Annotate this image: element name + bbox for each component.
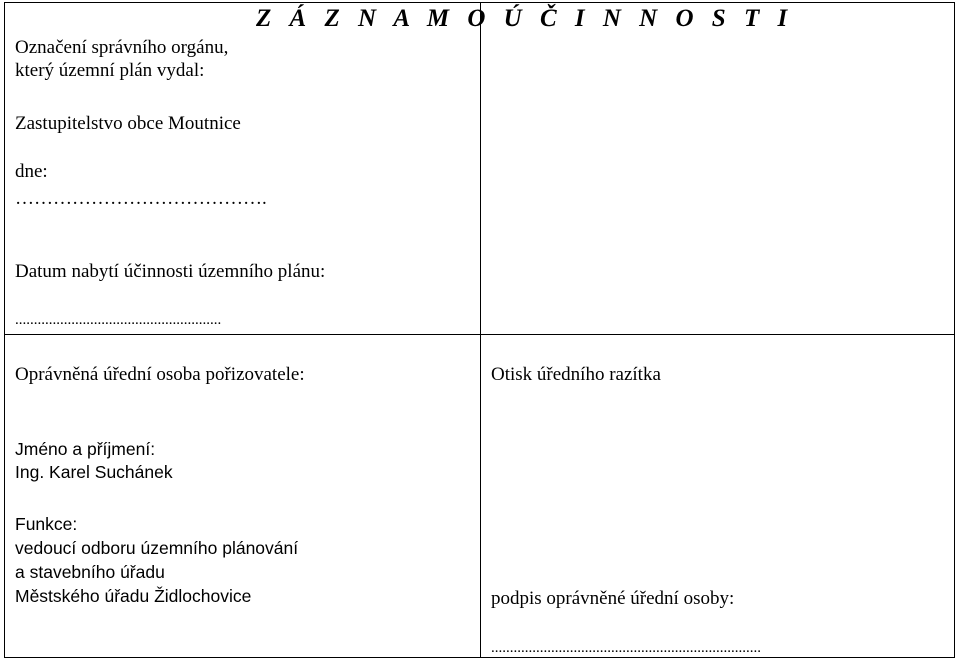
name-label: Jméno a příjmení: — [15, 439, 156, 459]
effect-date-dots: ....................................................... — [15, 312, 222, 328]
effect-date-label: Datum nabytí účinnosti územního plánu: — [15, 261, 326, 282]
organ-value: Zastupitelstvo obce Moutnice — [15, 113, 241, 134]
function-line-1: vedoucí odboru územního plánování — [15, 538, 299, 558]
function-line-3: Městského úřadu Židlochovice — [15, 586, 252, 606]
signature-label: podpis oprávněné úřední osoby: — [491, 588, 735, 609]
stamp-label: Otisk úředního razítka — [491, 364, 661, 385]
official-label: Oprávněná úřední osoba pořizovatele: — [15, 364, 305, 385]
date-dots: …………………………………. — [15, 188, 267, 209]
date-label: dne: — [15, 161, 48, 182]
function-label: Funkce: — [15, 514, 78, 534]
organ-label-line-1: Označení správního orgánu, — [15, 37, 229, 58]
name-value: Ing. Karel Suchánek — [15, 462, 173, 482]
column-divider — [480, 2, 481, 658]
organ-label-line-2: který územní plán vydal: — [15, 60, 205, 81]
document-title: Z Á Z N A M O Ú Č I N N O S T I — [256, 5, 794, 32]
signature-dots: ........................................................................ — [491, 640, 761, 656]
function-line-2: a stavebního úřadu — [15, 562, 165, 582]
row-divider — [4, 334, 955, 335]
